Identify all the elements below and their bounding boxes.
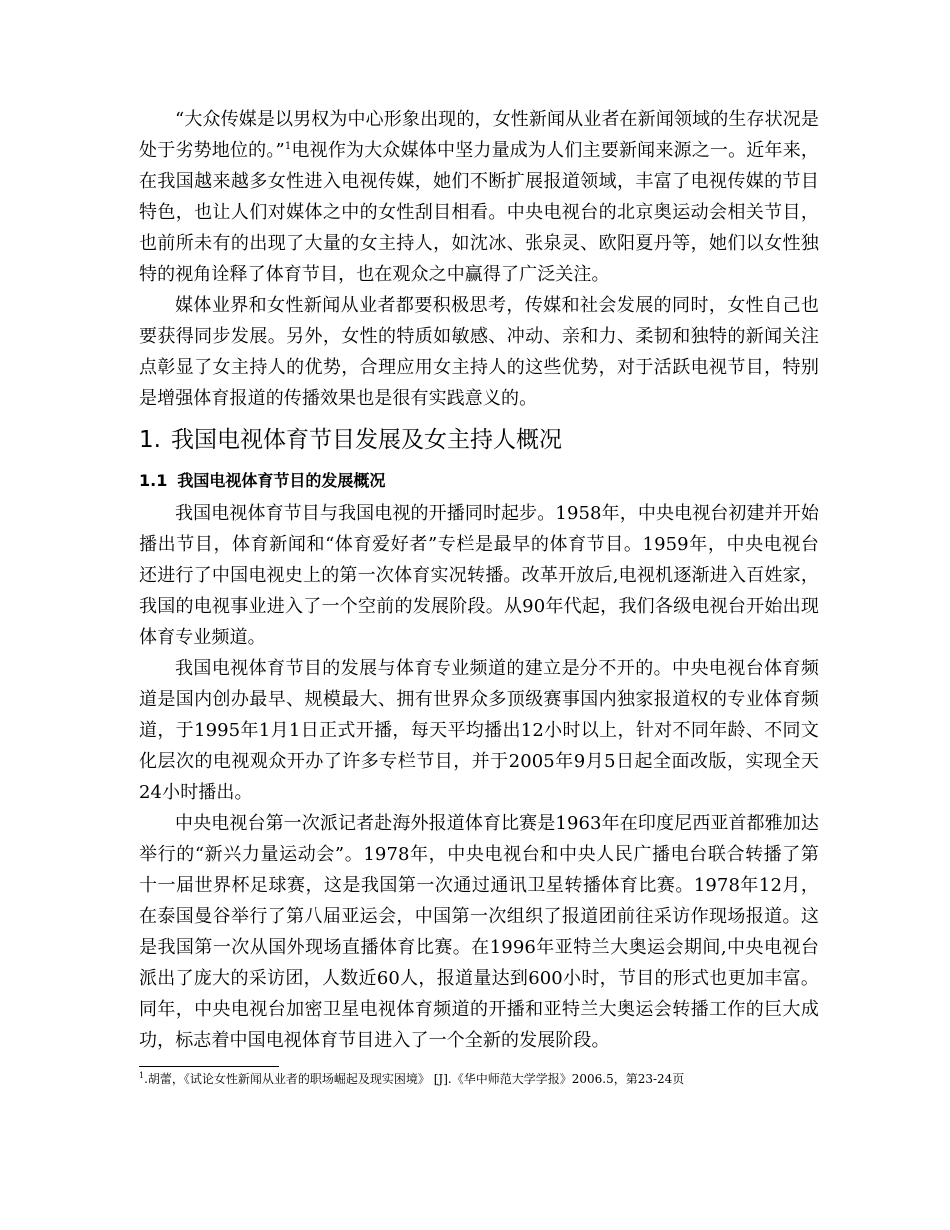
body-paragraph-3: 中央电视台第一次派记者赴海外报道体育比赛是1963年在印度尼西亚首都雅加达举行的“新兴力量运动会”。1978年，中央电视台和中央人民广播电台联合转播了第十一届世界杯足球赛，这是我国第一次通过通讯卫星转播体育比赛。1978年12月，在泰国曼谷举行了第八届亚运会，中国第一次组织了报道团前往采访作现场报道。这是我国第一次从国外现场直播体育比赛。在1996年亚特兰大奥运会期间,中央电视台派出了庞大的采访团，人数近60人，报道量达到600小时，节目的形式也更加丰富。同年，中央电视台加密卫星电视体育频道的开播和亚特兰大奥运会转播工作的巨大成功，标志着中国电视体育节目进入了一个全新的发展阶段。 xyxy=(139,813,819,1051)
subsection-heading-1-1 xyxy=(139,466,819,496)
intro-paragraph-2: 媒体业界和女性新闻从业者都要积极思考，传媒和社会发展的同时，女性自己也要获得同步发展。另外，女性的特质如敏感、冲动、亲和力、柔韧和独特的新闻关注点彰显了女主持人的优势，合理应用女主持人的这些优势，对于活跃电视节目，特别是增强体育报道的传播效果也是很有实践意义的。 xyxy=(139,295,819,409)
footnote-reference[interactable]: 1 xyxy=(284,141,292,152)
footnote xyxy=(139,1067,819,1091)
footnote-text: .胡蕾，《试论女性新闻从业者的职场崛起及现实困境》 [J].《华中师范大学学报》2006.5，第23-24页 xyxy=(144,1072,685,1086)
section-number: 1. xyxy=(139,427,161,453)
intro-paragraph-1-rest: 电视作为大众媒体中坚力量成为人们主要新闻来源之一。近年来，在我国越来越多女性进入电视传媒，她们不断扩展报道领域，丰富了电视传媒的节目特色，也让人们对媒体之中的女性刮目相看。中央电视台的北京奥运动会相关节目，也前所未有的出现了大量的女主持人，如沈冰、张泉灵、欧阳夏丹等，她们以女性独特的视角诠释了体育节目，也在观众之中赢得了广泛关注。 xyxy=(139,140,819,285)
footnote-marker: 1 xyxy=(139,1071,145,1080)
intro-paragraph-1-quote: “大众传媒是以男权为中心形象出现的，女性新闻从业者在新闻领域的生存状况是处于劣势地位的。” xyxy=(139,109,819,161)
body-paragraph-2: 我国电视体育节目的发展与体育专业频道的建立是分不开的。中央电视台体育频道是国内创办最早、规模最大、拥有世界众多顶级赛事国内独家报道权的专业体育频道，于1995年1月1日正式开播，每天平均播出12小时以上，针对不同年龄、不同文化层次的电视观众开办了许多专栏节目，并于2005年9月5日起全面改版，实现全天24小时播出。 xyxy=(139,658,819,803)
document-page xyxy=(139,104,819,1091)
section-heading-1 xyxy=(139,418,819,462)
subsection-title: 我国电视体育节目的发展概况 xyxy=(177,471,386,490)
body-paragraph-1: 我国电视体育节目与我国电视的开播同时起步。1958年，中央电视台初建并开始播出节目，体育新闻和“体育爱好者”专栏是最早的体育节目。1959年，中央电视台还进行了中国电视史上的第一次体育实况转播。改革开放后,电视机逐渐进入百姓家，我国的电视事业进入了一个空前的发展阶段。从90年代起，我们各级电视台开始出现体育专业频道。 xyxy=(139,503,819,648)
subsection-number: 1.1 xyxy=(139,471,168,490)
section-title: 我国电视体育节目发展及女主持人概况 xyxy=(170,427,562,453)
intro-paragraph-1 xyxy=(139,104,819,290)
